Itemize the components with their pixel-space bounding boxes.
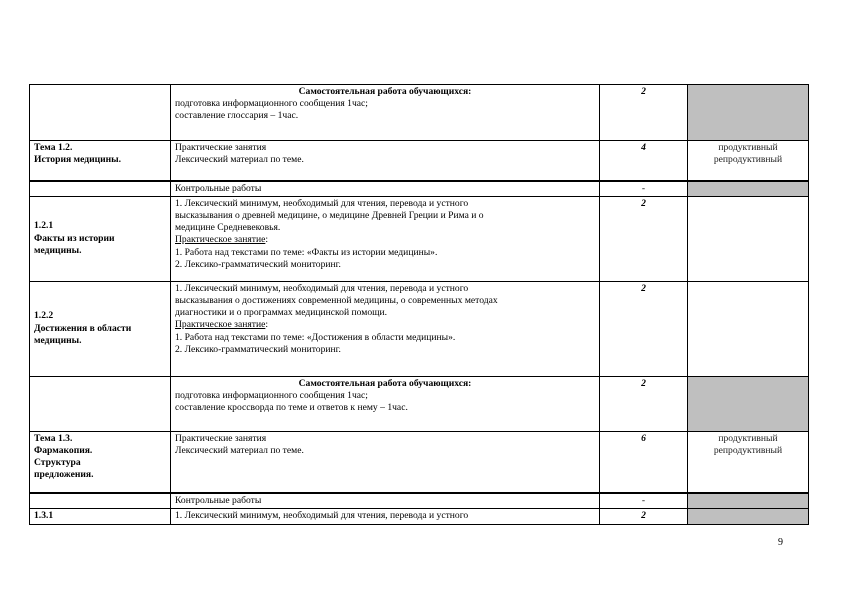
level-cell [688,509,809,524]
content-line: составление глоссария – 1час. [175,110,299,122]
content-line: 1. Работа над текстами по теме: «Факты из истории медицины». [175,246,438,258]
content-line: Практические занятия [175,142,267,153]
content-line: Лексический материал по теме. [175,444,304,456]
level-cell [688,141,809,181]
topic-line: Достижения в области [34,322,132,334]
hours-cell: 2 [600,85,688,141]
topic-line: Фармакопия. [34,444,93,456]
underlined-text: Практическое занятие [175,319,266,331]
topic-line: медицины. [34,244,82,256]
level-line: продуктивный [718,142,778,153]
content-line: подготовка информационного сообщения 1час; [175,389,368,401]
label-suffix: : [265,319,269,331]
level-cell [688,281,809,376]
content-line: Лексический материал по теме. [175,154,304,166]
section-heading: Самостоятельная работа обучающихся: [298,86,472,97]
table-row [30,85,809,141]
topic-line: предложения. [34,469,94,481]
table-row [30,181,809,197]
content-cell [171,431,600,493]
level-cell [688,431,809,493]
table-body [30,85,809,525]
topic-cell [30,196,171,281]
level-line: репродуктивный [713,444,783,456]
level-cell [688,181,809,197]
practical-lesson-label [175,234,595,246]
hours-cell: 2 [600,281,688,376]
content-cell [171,493,600,509]
content-cell [171,141,600,181]
topic-cell [30,376,171,431]
content-cell [171,196,600,281]
topic-line: Тема 1.2. [34,142,73,153]
level-cell [688,493,809,509]
topic-cell [30,509,171,524]
topic-line: Структура [34,457,81,469]
content-line: высказывания о достижениях современной медицины, о современных методах [175,294,498,306]
topic-cell [30,141,171,181]
section-heading: Самостоятельная работа обучающихся: [298,377,472,389]
practical-lesson-label [175,319,595,331]
topic-line: 1.2.2 [34,310,54,322]
curriculum-table [29,84,809,525]
table-row [30,431,809,493]
content-line: медицине Средневековья. [175,222,281,234]
content-cell [171,509,600,524]
content-line: 1. Работа над текстами по теме: «Достижения в области медицины». [175,331,456,343]
topic-cell [30,431,171,493]
content-line: 2. Лексико-грамматический мониторинг. [175,258,341,270]
content-line: Контрольные работы [175,495,262,507]
content-cell [171,85,600,141]
level-line: продуктивный [718,432,778,444]
hours-cell: 4 [600,141,688,181]
topic-line: 1.2.1 [34,220,54,232]
content-line: диагностики и о программах медицинской помощи. [175,307,388,319]
content-line: 1. Лексический минимум, необходимый для чтения, перевода и устного [175,510,469,522]
topic-cell [30,85,171,141]
hours-cell: - [600,493,688,509]
hours-cell: 2 [600,376,688,431]
level-cell [688,85,809,141]
level-cell [688,196,809,281]
content-line: Контрольные работы [175,182,262,194]
content-line: подготовка информационного сообщения 1час; [175,98,368,110]
page-number: 9 [778,537,783,548]
hours-cell: 2 [600,509,688,524]
topic-cell [30,281,171,376]
content-line: 1. Лексический минимум, необходимый для чтения, перевода и устного [175,197,469,209]
topic-line: медицины. [34,334,82,346]
content-line: 1. Лексический минимум, необходимый для чтения, перевода и устного [175,282,469,294]
topic-cell [30,493,171,509]
table-row [30,493,809,509]
topic-cell [30,181,171,197]
label-suffix: : [265,234,269,246]
content-cell [171,181,600,197]
underlined-text: Практическое занятие [175,234,266,246]
hours-cell: - [600,181,688,197]
table-row [30,281,809,376]
table-row [30,509,809,524]
topic-line: Факты из истории [34,232,115,244]
table-row [30,141,809,181]
topic-line: Тема 1.3. [34,432,73,444]
hours-cell: 6 [600,431,688,493]
content-line: высказывания о древней медицине, о медицине Древней Греции и Рима и о [175,209,484,221]
content-cell [171,376,600,431]
table-row [30,196,809,281]
level-cell [688,376,809,431]
hours-cell: 2 [600,196,688,281]
content-line: Практические занятия [175,432,267,444]
content-line: составление кроссворда по теме и ответов к нему – 1час. [175,402,408,414]
table-row [30,376,809,431]
content-cell [171,281,600,376]
topic-line: 1.3.1 [34,510,54,522]
content-line: 2. Лексико-грамматический мониторинг. [175,343,341,355]
topic-line: История медицины. [34,154,122,166]
level-line: репродуктивный [713,154,783,166]
